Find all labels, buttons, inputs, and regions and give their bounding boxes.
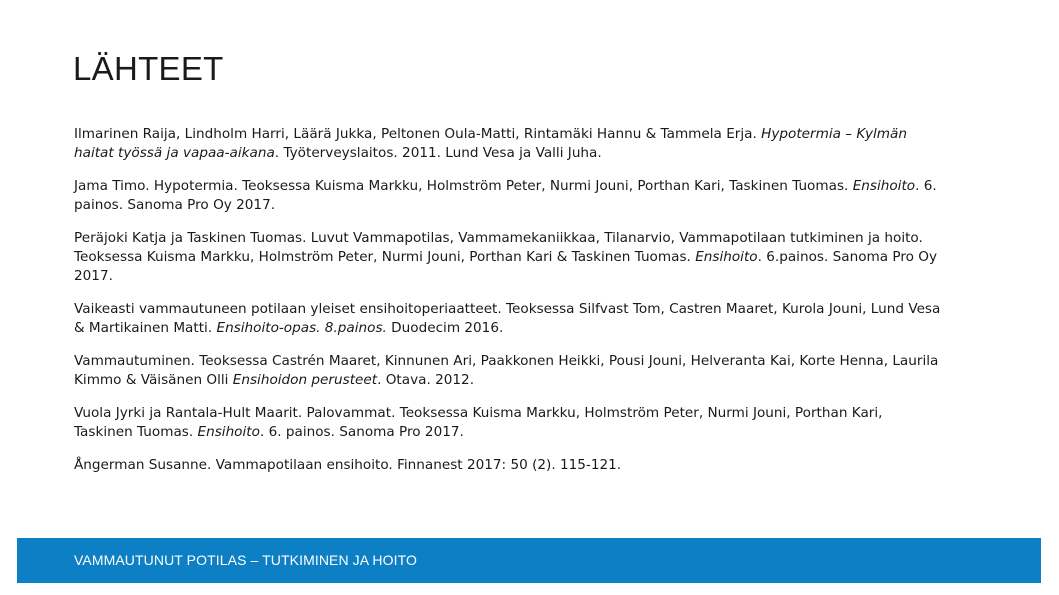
reference-title: Ensihoito-opas. 8.painos. (216, 320, 387, 336)
footer-title: VAMMAUTUNUT POTILAS – TUTKIMINEN JA HOITO (74, 552, 417, 568)
reference-text: Jama Timo. Hypotermia. Teoksessa Kuisma Markku, Holmström Peter, Nurmi Jouni, Porthan Kari, Taskinen Tuomas. (74, 178, 853, 194)
reference-item (74, 456, 944, 475)
reference-text: Vammautuminen. Teoksessa Castrén Maaret, Kinnunen Ari, Paakkonen Heikki, Pousi Jouni, Helveranta Kai, Korte Henna, Laurila Kimmo & Väisänen Olli (74, 353, 939, 388)
reference-text: Ilmarinen Raija, Lindholm Harri, Läärä Jukka, Peltonen Oula-Matti, Rintamäki Hannu & Tammela Erja. (74, 126, 762, 142)
footer-bar (17, 538, 1041, 583)
reference-text: . 6.painos. Sanoma Pro Oy 2017. (74, 249, 938, 284)
reference-item (74, 404, 944, 442)
reference-text: Vaikeasti vammautuneen potilaan yleiset ensihoitoperiaatteet. Teoksessa Silfvast Tom, Castren Maaret, Kurola Jouni, Lund Vesa & Martikainen Matti. (74, 301, 941, 336)
reference-title: Hypotermia – Kylmän haitat työssä ja vapaa-aikana (74, 126, 907, 161)
reference-text: . 6. painos. Sanoma Pro 2017. (259, 424, 464, 440)
reference-item (74, 300, 944, 338)
reference-text: Duodecim 2016. (386, 320, 504, 336)
reference-title: Ensihoito (197, 424, 260, 440)
reference-title: Ensihoidon perusteet (232, 372, 378, 388)
reference-item (74, 229, 944, 286)
reference-item (74, 352, 944, 390)
reference-title: Ensihoito (695, 249, 758, 265)
reference-title: Ensihoito (852, 178, 916, 194)
reference-list (74, 125, 944, 489)
reference-text: Ångerman Susanne. Vammapotilaan ensihoito. Finnanest 2017: 50 (2). 115-121. (74, 457, 622, 473)
reference-text: . Työterveyslaitos. 2011. Lund Vesa ja Valli Juha. (274, 145, 602, 161)
slide-title: LÄHTEET (73, 50, 224, 87)
reference-text: . Otava. 2012. (377, 372, 475, 388)
reference-item (74, 177, 944, 215)
reference-text: Vuola Jyrki ja Rantala-Hult Maarit. Palovammat. Teoksessa Kuisma Markku, Holmström Peter, Nurmi Jouni, Porthan Kari, Taskinen Tuomas. (74, 405, 883, 440)
reference-text: Peräjoki Katja ja Taskinen Tuomas. Luvut Vammapotilas, Vammamekaniikkaa, Tilanarvio, Vammapotilaan tutkiminen ja hoito. Teoksessa Kuisma Markku, Holmström Peter, Nurmi Jouni, Porthan Kari & Taskinen Tuomas. (74, 230, 923, 265)
reference-item (74, 125, 944, 163)
reference-text: . 6. painos. Sanoma Pro Oy 2017. (74, 178, 937, 213)
